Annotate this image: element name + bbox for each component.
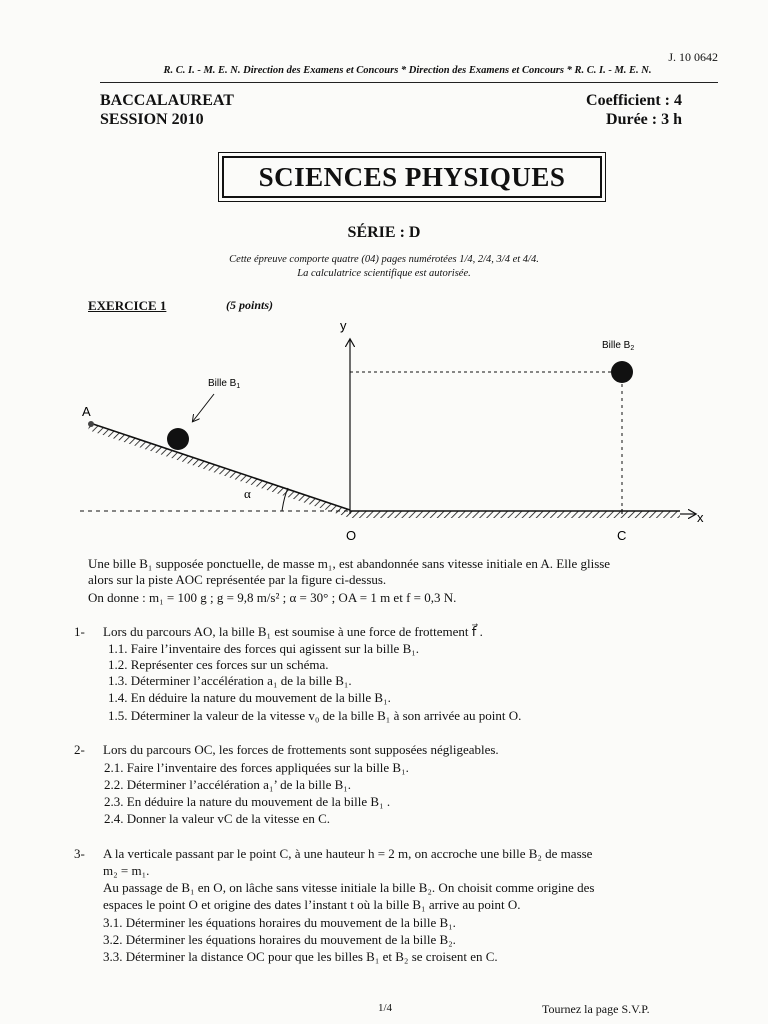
q3-number: 3- — [74, 846, 85, 861]
q1-item-4: 1.4. En déduire la nature du mouvement de la bille B₁. — [108, 690, 391, 705]
q1-item-2: 1.2. Représenter ces forces sur un schéma. — [108, 657, 329, 672]
label-x: x — [697, 510, 704, 525]
q2-head: Lors du parcours OC, les forces de frottements sont supposées négligeables. — [103, 742, 499, 757]
q3-item-1: 3.1. Déterminer les équations horaires du mouvement de la bille B₁. — [103, 915, 456, 930]
inclined-track — [88, 423, 350, 518]
q3-line-1: A la verticale passant par le point C, à une hauteur h = 2 m, on accroche une bille B₂ de masse — [103, 846, 593, 861]
title-box — [218, 152, 606, 202]
q1-head: Lors du parcours AO, la bille B₁ est soumise à une force de frottement f⃗ . — [103, 624, 483, 639]
q1-item-3: 1.3. Déterminer l’accélération a₁ de la bille B₁. — [108, 673, 352, 688]
intro-line-1: Une bille B₁ supposée ponctuelle, de masse m₁, est abandonnée sans vitesse initiale en A. Elle glisse — [88, 556, 611, 571]
q2-number: 2- — [74, 742, 85, 757]
exercise-title: EXERCICE 1 — [88, 298, 167, 313]
serie-label: SÉRIE : D — [347, 224, 421, 241]
q3-item-2: 3.2. Déterminer les équations horaires du mouvement de la bille B₂. — [103, 932, 456, 947]
page-number: 1/4 — [378, 1002, 393, 1014]
page-count-note: Cette épreuve comporte quatre (04) pages numérotées 1/4, 2/4, 3/4 et 4/4. — [229, 254, 539, 265]
q1-item-5: 1.5. Déterminer la valeur de la vitesse v₀ de la bille B₁ à son arrivée au point O. — [108, 708, 522, 723]
q2-item-2: 2.2. Déterminer l’accélération a₁’ de la bille B₁. — [104, 777, 352, 792]
q2-item-3: 2.3. En déduire la nature du mouvement de la bille B₁ . — [104, 794, 391, 809]
label-alpha: α — [244, 486, 251, 501]
track-figure — [0, 310, 768, 545]
q1-item-1: 1.1. Faire l’inventaire des forces qui agissent sur la bille B₁. — [108, 641, 420, 656]
coefficient: Coefficient : 4 — [586, 92, 682, 109]
bille-b2 — [611, 361, 633, 383]
q2-item-4: 2.4. Donner la valeur vC de la vitesse en C. — [104, 811, 330, 826]
q3-line-3: Au passage de B₁ en O, on lâche sans vitesse initiale la bille B₂. On choisit comme origine des — [103, 880, 595, 895]
q3-line-4: espaces le point O et origine des dates l’instant t où la bille B₁ arrive au point O. — [103, 897, 521, 912]
label-a: A — [82, 404, 91, 419]
exam-name: BACCALAUREAT — [100, 92, 234, 109]
label-c: C — [617, 528, 627, 543]
horizontal-track — [350, 511, 680, 518]
label-bille-b2: Bille $B_2$ — [602, 340, 635, 352]
q3-item-3: 3.3. Déterminer la distance OC pour que les billes B₁ et B₂ se croisent en C. — [103, 949, 498, 964]
label-o: O — [346, 528, 357, 543]
bille-b1-pointer — [193, 394, 214, 421]
q3-line-2: m₂ = m₁. — [103, 863, 150, 878]
bille-b1 — [167, 428, 189, 450]
document-reference: J. 10 0642 — [668, 50, 718, 64]
turn-page-note: Tournez la page S.V.P. — [542, 1002, 650, 1016]
q1-number: 1- — [74, 624, 85, 639]
given-values: On donne : m₁ = 100 g ; g = 9,8 m/s² ; α = 30° ; OA = 1 m et f = 0,3 N. — [88, 590, 457, 605]
point-a-marker — [88, 421, 94, 427]
exam-session: SESSION 2010 — [100, 111, 204, 128]
label-y: y — [340, 318, 347, 333]
duration: Durée : 3 h — [606, 111, 682, 128]
calculator-note: La calculatrice scientifique est autorisée. — [297, 268, 471, 279]
exam-meta — [586, 91, 682, 129]
exam-info — [100, 91, 234, 129]
exercise-points: (5 points) — [226, 298, 274, 312]
intro-line-2: alors sur la piste AOC représentée par la figure ci-dessus. — [88, 572, 387, 587]
incline-surface — [90, 423, 350, 510]
label-bille-b1: Bille $B_1$ — [208, 378, 241, 390]
page-title: SCIENCES PHYSIQUES — [222, 156, 602, 198]
header-rule — [100, 82, 718, 83]
q2-item-1: 2.1. Faire l’inventaire des forces appliquées sur la bille B₁. — [104, 760, 409, 775]
institution-line: R. C. I. - M. E. N. Direction des Examens et Concours * Direction des Examens et Concours * R. C. I. - M. E. N. — [163, 65, 652, 76]
